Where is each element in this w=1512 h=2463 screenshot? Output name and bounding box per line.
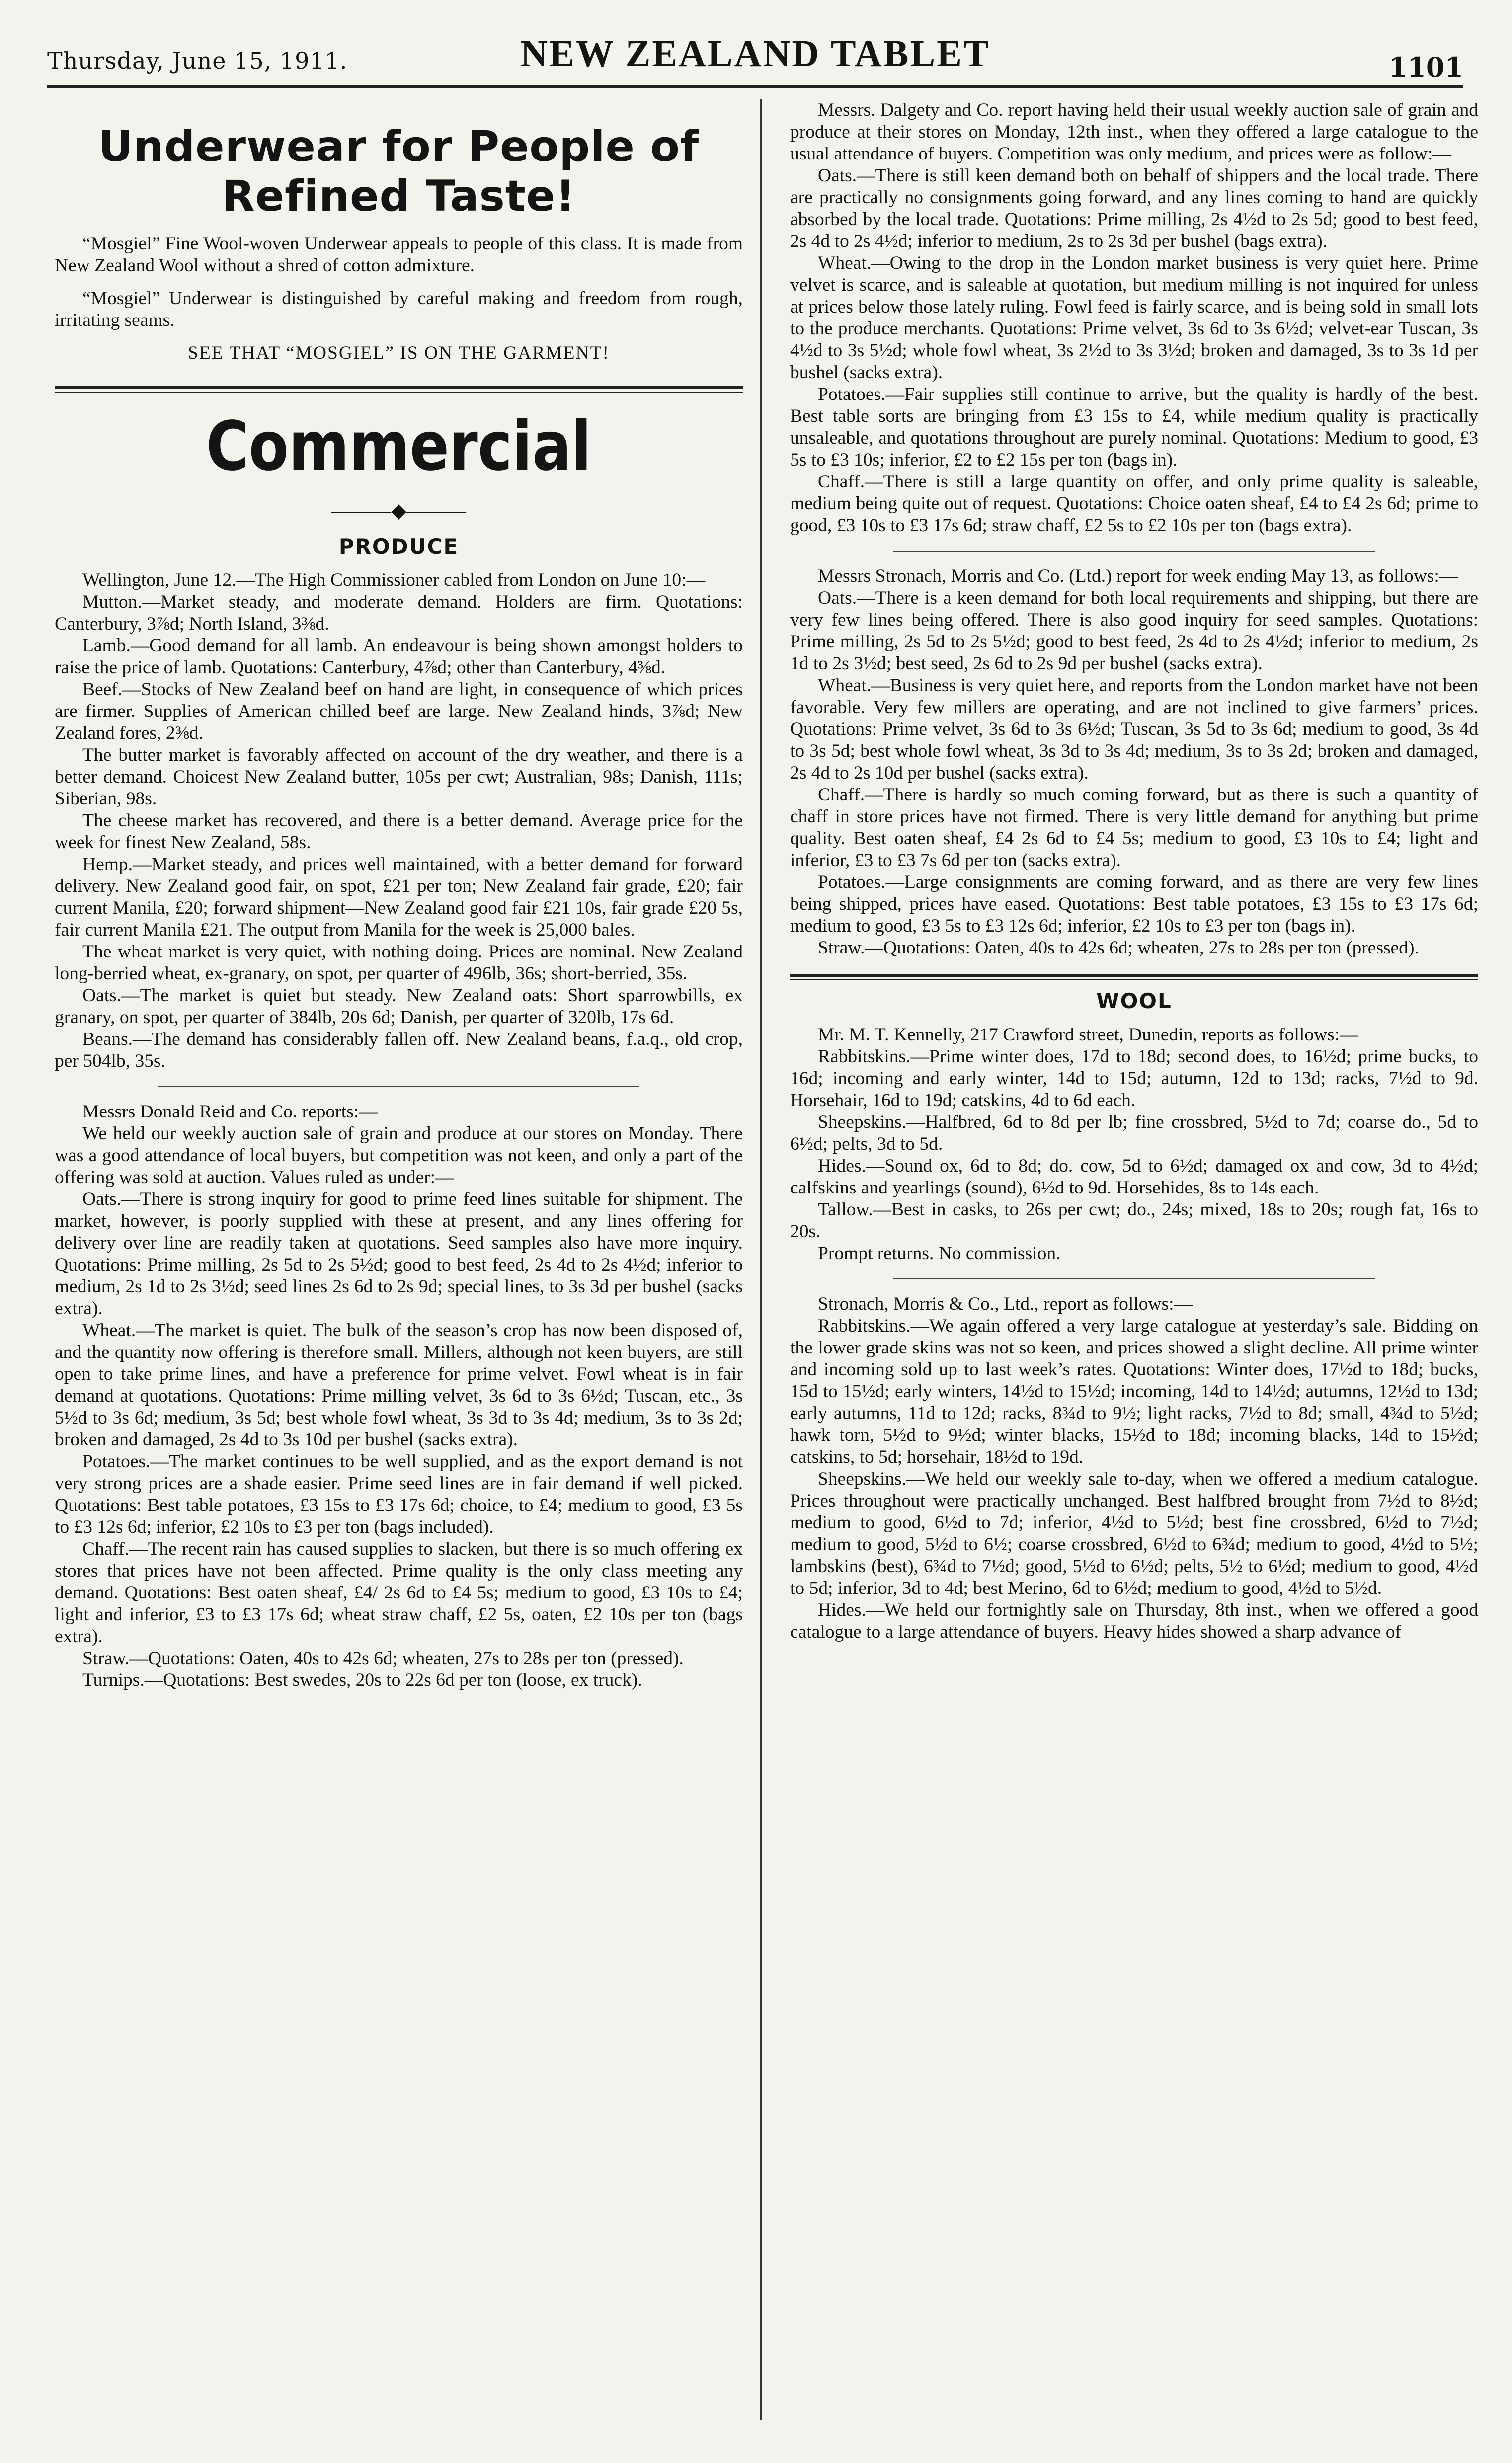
ad-paragraph-1: “Mosgiel” Fine Wool-woven Underwear appeals to people of this class. It is made from New Zealand Wool without a shred of cotton admixture.	[55, 234, 743, 276]
dalgety-paragraph: Chaff.—There is still a large quantity on offer, and only prime quality is saleable, medium being quite out of request. Quotations: Choice oaten sheaf, £4 to £4 2s 6d; prime to good, £3 10s to £3 17s 6d; straw chaff, £2 5s to £2 10s per ton (bags extra).	[790, 472, 1478, 536]
ornament-divider: ———◆———	[331, 499, 466, 522]
reid-paragraph: Oats.—There is strong inquiry for good to prime feed lines suitable for shipment. The market, however, is poorly supplied with these at present, and any lines offering for delivery over line are readily taken at quotations. Seed samples also have more inquiry. Quotations: Prime milling, 2s 5d to 2s 5½d; good to best feed, 2s 4d to 2s 4½d; inferior to medium, 2s 1d to 2s 3½d; seed lines 2s 6d to 2s 9d; special lines, to 3s 3d per bushel (sacks extra).	[55, 1189, 743, 1319]
wool-divider	[790, 974, 1478, 980]
stronach-intro: Messrs Stronach, Morris and Co. (Ltd.) report for week ending May 13, as follows:—	[818, 566, 1458, 586]
produce-paragraph: The butter market is favorably affected on account of the dry weather, and there is a better demand. Choicest New Zealand butter, 105s per cwt; Australian, 98s; Danish, 111s; Siberian, 98s.	[55, 745, 743, 809]
produce-paragraph: Wellington, June 12.—The High Commissioner cabled from London on June 10:—	[82, 570, 706, 590]
right-column	[790, 99, 1478, 1643]
masthead-title: NEW ZEALAND TABLET	[520, 33, 990, 75]
stronach-paragraph: Oats.—There is a keen demand for both local requirements and shipping, but there are very few lines being offered. There is also good inquiry for seed samples. Quotations: Prime milling, 2s 5d to 2s 5½d; good to best feed, 2s 4d to 2s 4½d; inferior to medium, 2s 1d to 2s 3½d; best seed, 2s 6d to 2s 9d per bushel (sacks extra).	[790, 588, 1478, 674]
page-number: 1101	[1388, 51, 1463, 83]
section-separator	[893, 551, 1375, 552]
left-column	[55, 99, 743, 1691]
produce-paragraph: Mutton.—Market steady, and moderate demand. Holders are firm. Quotations: Canterbury, 3⅞d; North Island, 3⅜d.	[55, 592, 743, 634]
stronach-wool-intro: Stronach, Morris & Co., Ltd., report as follows:—	[818, 1294, 1193, 1314]
dalgety-paragraph: Oats.—There is still keen demand both on behalf of shippers and the local trade. There are practically no consignments going forward, and any lines coming to hand are quickly absorbed by the local trade. Quotations: Prime milling, 2s 4½d to 2s 5d; good to best feed, 2s 4d to 2s 4½d; inferior to medium, 2s to 2s 3d per bushel (bags extra).	[790, 165, 1478, 251]
stronach-wool-paragraph: Hides.—We held our fortnightly sale on Thursday, 8th inst., when we offered a good catalogue to a large attendance of buyers. Heavy hides showed a sharp advance of	[790, 1600, 1478, 1642]
produce-paragraph: Beans.—The demand has considerably fallen off. New Zealand beans, f.a.q., old crop, per 504lb, 35s.	[55, 1029, 743, 1071]
ad-paragraph-2: “Mosgiel” Underwear is distinguished by careful making and freedom from rough, irritating seams.	[55, 288, 743, 330]
dalgety-paragraph: Potatoes.—Fair supplies still continue to arrive, but the quality is hardly of the best. Best table sorts are bringing from £3 15s to £4, while medium quality is practically unsaleable, and quotations throughout are purely nominal. Quotations: Medium to good, £3 5s to £3 10s; inferior, £2 to £2 15s per ton (bags in).	[790, 384, 1478, 470]
produce-paragraph: Oats.—The market is quiet but steady. New Zealand oats: Short sparrowbills, ex granary, on spot, per quarter of 384lb, 20s 6d; Danish, per quarter of 320lb, 17s 6d.	[55, 985, 743, 1028]
ad-slogan: SEE THAT “MOSGIEL” IS ON THE GARMENT!	[188, 343, 610, 363]
kennelly-intro: Mr. M. T. Kennelly, 217 Crawford street, Dunedin, reports as follows:—	[818, 1025, 1358, 1045]
section-separator	[893, 1278, 1375, 1279]
kennelly-paragraph: Prompt returns. No commission.	[818, 1243, 1061, 1264]
produce-paragraph: Lamb.—Good demand for all lamb. An endeavour is being shown amongst holders to raise the price of lamb. Quotations: Canterbury, 4⅞d; other than Canterbury, 4⅜d.	[55, 636, 743, 678]
stronach-wool-paragraph: Sheepskins.—We held our weekly sale to-day, when we offered a medium catalogue. Prices throughout were practically unchanged. Best halfbred brought from 7½d to 8½d; medium to good, 6½d to 7d; inferior, 4½d to 5½d; best fine crossbred, 6½d to 7½d; medium to good, 5½d to 6½; coarse crossbred, 6½d to 6¾d; medium to good, 4½d to 5½; lambskins (best), 6¾d to 7½d; good, 5½d to 6½d; pelts, 5½ to 6½d; medium to good, 4½d to 5d; inferior, 3d to 4d; best Merino, 6d to 6½d; medium to good, 4½d to 5½d.	[790, 1469, 1478, 1598]
produce-paragraph: Beef.—Stocks of New Zealand beef on hand are light, in consequence of which prices are firmer. Supplies of American chilled beef are large. New Zealand hinds, 3⅞d; New Zealand fores, 2⅜d.	[55, 679, 743, 743]
wool-heading: WOOL	[1096, 989, 1172, 1013]
kennelly-paragraph: Rabbitskins.—Prime winter does, 17d to 18d; second does, to 16½d; prime bucks, to 16d; incoming and early winter, 14d to 15d; autumn, 12d to 13d; racks, 7½d to 9d. Horsehair, 16d to 19d; catskins, 4d to 6d each.	[790, 1046, 1478, 1111]
dalgety-paragraph: Messrs. Dalgety and Co. report having held their usual weekly auction sale of grain and produce at their stores on Monday, 12th inst., when they offered a large catalogue to the usual attendance of buyers. Competition was only medium, and prices were as follow:—	[790, 100, 1478, 164]
produce-paragraph: The wheat market is very quiet, with nothing doing. Prices are nominal. New Zealand long-berried wheat, ex-granary, on spot, per quarter of 496lb, 36s; short-berried, 35s.	[55, 942, 743, 984]
kennelly-paragraph: Tallow.—Best in casks, to 26s per cwt; do., 24s; mixed, 18s to 20s; rough fat, 16s to 20s.	[790, 1199, 1478, 1242]
reid-paragraph: Straw.—Quotations: Oaten, 40s to 42s 6d; wheaten, 27s to 28s per ton (pressed).	[82, 1648, 684, 1668]
kennelly-paragraph: Hides.—Sound ox, 6d to 8d; do. cow, 5d to 6½d; damaged ox and cow, 3d to 4½d; calfskins and yearlings (sound), 6½d to 9d. Horsehides, 8s to 14s each.	[790, 1156, 1478, 1198]
issue-date: Thursday, June 15, 1911.	[47, 47, 348, 74]
ad-heading: Underwear for People of Refined Taste!	[98, 122, 700, 221]
stronach-paragraph: Potatoes.—Large consignments are coming forward, and as there are very few lines being shipped, prices have eased. Quotations: Best table potatoes, £3 15s to £3 17s 6d; medium to good, £3 5s to £3 12s 6d; inferior, £2 10s to £3 per ton (bags in).	[790, 872, 1478, 936]
section-separator	[158, 1086, 640, 1087]
commercial-title: Commercial	[206, 407, 592, 486]
page-header	[47, 27, 1463, 82]
produce-paragraph: Hemp.—Market steady, and prices well maintained, with a better demand for forward delivery. New Zealand good fair, on spot, £21 per ton; New Zealand fair grade, £20; fair current Manila, £20; forward shipment—New Zealand good fair £21 10s, fair grade £20 5s, fair current Manila £21. The output from Manila for the week is 25,000 bales.	[55, 854, 743, 940]
stronach-paragraph: Chaff.—There is hardly so much coming forward, but as there is such a quantity of chaff in store prices have not firmed. There is very little demand for anything but prime quality. Best oaten sheaf, £4 2s 6d to £4 5s; medium to good, £3 10s to £4; light and inferior, £3 to £3 7s 6d per ton (sacks extra).	[790, 785, 1478, 871]
reid-intro: Messrs Donald Reid and Co. reports:—	[82, 1102, 378, 1122]
produce-heading: PRODUCE	[338, 534, 459, 558]
stronach-paragraph: Straw.—Quotations: Oaten, 40s to 42s 6d; wheaten, 27s to 28s per ton (pressed).	[818, 938, 1419, 958]
reid-paragraph: Turnips.—Quotations: Best swedes, 20s to 22s 6d per ton (loose, ex truck).	[82, 1670, 642, 1690]
produce-paragraph: The cheese market has recovered, and there is a better demand. Average price for the week for finest New Zealand, 58s.	[55, 810, 743, 853]
column-divider	[760, 99, 762, 2420]
reid-paragraph: We held our weekly auction sale of grain and produce at our stores on Monday. There was a good attendance of local buyers, but competition was not keen, and only a part of the offering was sold at auction. Values ruled as under:—	[55, 1123, 743, 1188]
stronach-paragraph: Wheat.—Business is very quiet here, and reports from the London market have not been favorable. Very few millers are operating, and are not inclined to give farmers’ prices. Quotations: Prime velvet, 3s 6d to 3s 6½d; Tuscan, 3s 5d to 3s 6d; medium to good, 3s 4d to 3s 5d; best whole fowl wheat, 3s 3d to 3s 4d; medium, 3s to 3s 2d; broken and damaged, 2s 4d to 2s 10d per bushel (sacks extra).	[790, 675, 1478, 783]
kennelly-paragraph: Sheepskins.—Halfbred, 6d to 8d per lb; fine crossbred, 5½d to 7d; coarse do., 5d to 6½d; pelts, 3d to 5d.	[790, 1112, 1478, 1154]
dalgety-paragraph: Wheat.—Owing to the drop in the London market business is very quiet here. Prime velvet is scarce, and is saleable at quotation, but medium milling is not inquired for unless at prices below those lately ruling. Fowl feed is fairly scarce, and is being sold in small lots to the produce merchants. Quotations: Prime velvet, 3s 6d to 3s 6½d; velvet-ear Tuscan, 3s 4½d to 3s 5½d; whole fowl wheat, 3s 2½d to 3s 3½d; broken and damaged, 3s to 3s 1d per bushel (sacks extra).	[790, 253, 1478, 383]
stronach-wool-paragraph: Rabbitskins.—We again offered a very large catalogue at yesterday’s sale. Bidding on the lower grade skins was not so keen, and prices showed a slight decline. All prime winter and incoming sold up to last week’s rates. Quotations: Winter does, 17½d to 18d; bucks, 15d to 15½d; early winters, 14½d to 15½d; incoming, 14d to 14½d; autumns, 12½d to 13d; early autumns, 11d to 12d; racks, 8¾d to 9½; light racks, 7½d to 8d; small, 4¾d to 5½d; hawk torn, 5½d to 9½d; winter blacks, 15½d to 18d; incoming blacks, 14d to 15½d; catskins, to 5d; horsehair, 18½d to 19d.	[790, 1316, 1478, 1467]
header-rule	[47, 85, 1463, 88]
reid-paragraph: Chaff.—The recent rain has caused supplies to slacken, but there is so much offering ex stores that prices have not been affected. Prime quality is the only class meeting any demand. Quotations: Best oaten sheaf, £4/ 2s 6d to £4 5s; medium to good, £3 10s to £4; light and inferior, £3 to £3 17s 6d; wheat straw chaff, £2 5s, oaten, £2 10s per ton (bags extra).	[55, 1539, 743, 1647]
reid-paragraph: Potatoes.—The market continues to be well supplied, and as the export demand is not very strong prices are a shade easier. Prime seed lines are in fair demand if well picked. Quotations: Best table potatoes, £3 15s to £3 17s 6d; choice, to £4; medium to good, £3 5s to £3 12s 6d; inferior, £2 10s to £3 per ton (bags included).	[55, 1451, 743, 1537]
ad-divider	[55, 386, 743, 393]
reid-paragraph: Wheat.—The market is quiet. The bulk of the season’s crop has now been disposed of, and the quantity now offering is therefore small. Millers, although not keen buyers, are still open to take prime lines, and have a preference for prime velvet. Fowl wheat is in fair demand at quotations. Quotations: Prime milling velvet, 3s 6d to 3s 6½d; Tuscan, etc., 3s 5½d to 3s 6d; medium, 3s 5d; best whole fowl wheat, 3s 3d to 3s 4d; medium, 3s to 3s 2d; broken and damaged, 2s 4d to 3s 10d per bushel (sacks extra).	[55, 1320, 743, 1450]
